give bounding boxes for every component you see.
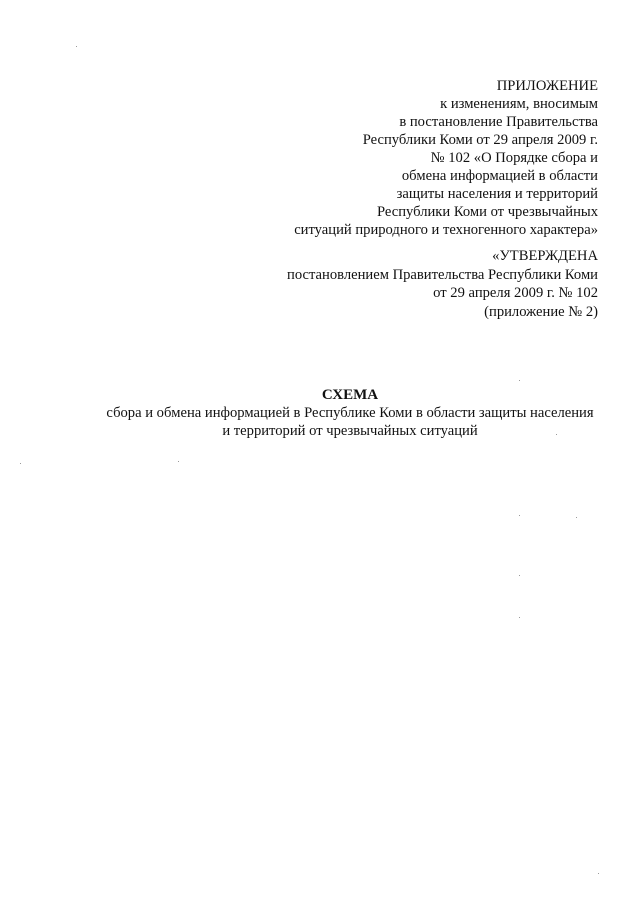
approval-line: от 29 апреля 2009 г. № 102 [433, 285, 598, 301]
scheme-title-block [60, 386, 640, 440]
scan-speck [178, 461, 179, 462]
approval-line: (приложение № 2) [484, 303, 598, 320]
approval-block [198, 247, 598, 321]
appendix-line: № 102 «О Порядке сбора и [430, 150, 598, 166]
scan-speck [556, 434, 557, 435]
appendix-line: защиты населения и территорий [396, 186, 598, 202]
scan-speck [519, 575, 520, 576]
scan-speck [20, 463, 21, 464]
scan-speck [598, 873, 599, 874]
approval-heading: «УТВЕРЖДЕНА [492, 248, 598, 264]
appendix-line: Республики Коми от 29 апреля 2009 г. [362, 132, 598, 148]
scheme-subtitle-line: и территорий от чрезвычайных ситуаций [222, 423, 478, 439]
appendix-heading: ПРИЛОЖЕНИЕ [496, 78, 598, 94]
scan-speck [519, 515, 520, 516]
appendix-line: ситуаций природного и техногенного характера» [294, 222, 598, 238]
scan-speck [76, 46, 77, 47]
scan-speck [576, 517, 577, 518]
appendix-line: Республики Коми от чрезвычайных [376, 204, 598, 220]
approval-line: постановлением Правительства Республики Коми [287, 266, 598, 283]
appendix-line: в постановление Правительства [399, 114, 598, 130]
scheme-title: СХЕМА [321, 387, 379, 403]
appendix-line: к изменениям, вносимым [440, 96, 598, 112]
appendix-header [198, 77, 598, 239]
scan-speck [519, 617, 520, 618]
scan-speck [519, 380, 520, 381]
scheme-subtitle-line: сбора и обмена информацией в Республике Коми в области защиты населения [106, 405, 594, 421]
appendix-line: обмена информацией в области [401, 168, 598, 184]
